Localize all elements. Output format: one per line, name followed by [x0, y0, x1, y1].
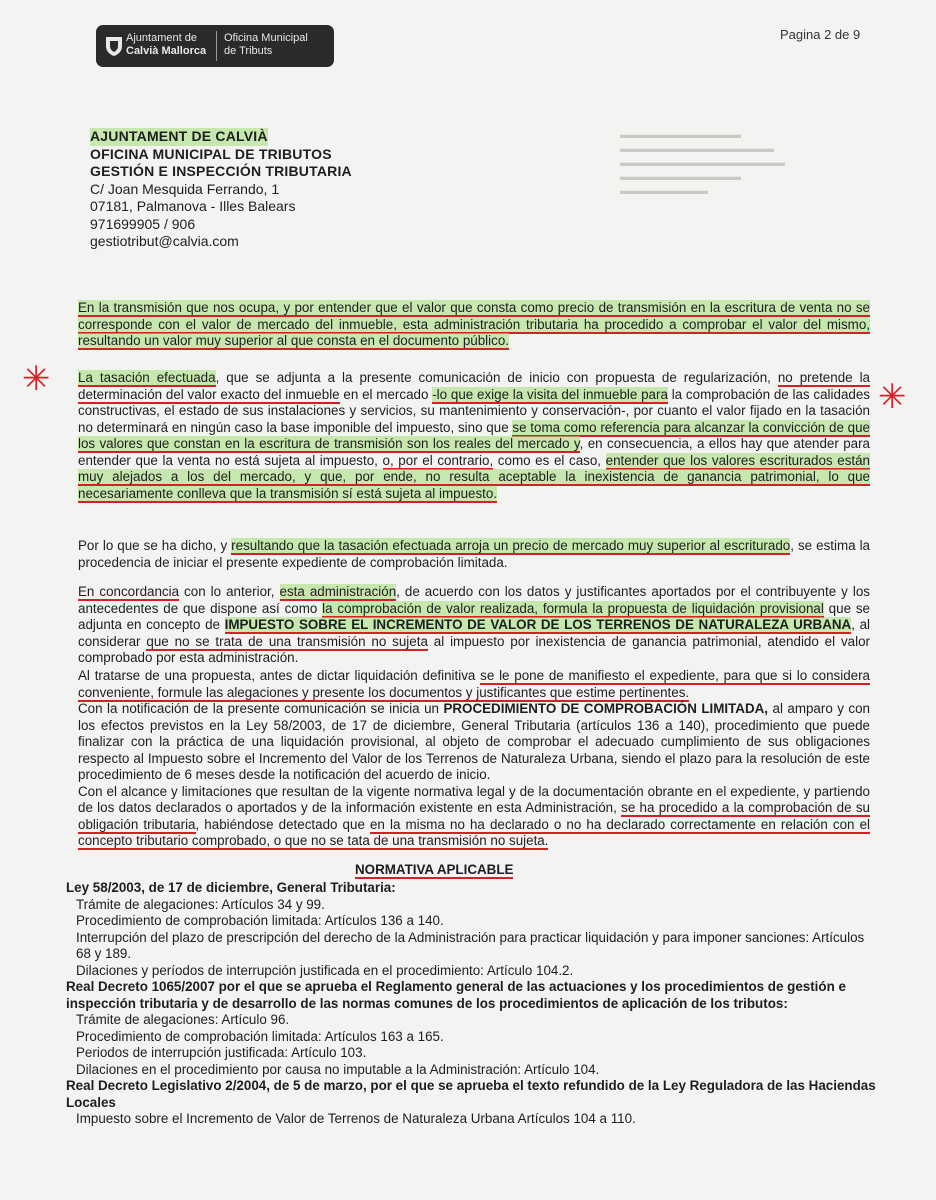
- p4-text-d: , de acuerdo con los datos y justificantes aportados por el contribuyente y los antecedentes de que dispone así como: [78, 584, 870, 616]
- p2-visita: -lo que exige la visita del inmueble para: [432, 386, 668, 402]
- law-item: Procedimiento de comprobación limitada: Artículos 163 a 165.: [76, 1028, 444, 1044]
- p4-administracion: esta administración: [279, 584, 397, 599]
- normativa-list: [66, 880, 876, 1128]
- sender-address: C/ Joan Mesquida Ferrando, 1: [90, 180, 280, 197]
- sender-phone: 971699905 / 906: [90, 215, 196, 232]
- sender-email: gestiotribut@calvia.com: [90, 233, 239, 249]
- p5-procedimiento: PROCEDIMIENTO DE COMPROBACIÓN LIMITADA,: [443, 701, 769, 716]
- p2-text-f: la comprobación de las calidades constructivas, el estado de sus instalaciones y servicios, su mantenimiento y conservación-, por cuanto el valor fijado en la tasación no determinará en ningún caso la base imponible del impuesto, sino que: [78, 386, 870, 435]
- law-item: Interrupción del plazo de prescripción del derecho de la Administración para practicar liquidación y para imponer sanciones: Artículos 68 y 189.: [76, 929, 865, 961]
- law-title: Real Decreto 1065/2007 por el que se aprueba el Reglamento general de las actuaciones y los procedimientos de gestión e inspección tributaria y de desarrollo de las normas comunes de los procedimientos de aplicación de los tributos:: [66, 979, 846, 1011]
- p2-referencia: se toma como referencia para alcanzar la convicción de que los valores que constan en la escritura de transmisión son los reales del mercado y: [78, 419, 870, 451]
- paragraph-1: [78, 300, 870, 350]
- law-item: Procedimiento de comprobación limitada: Artículos 136 a 140.: [76, 913, 444, 928]
- p2-por-el-contrario: o, por el contrario,: [382, 452, 494, 468]
- sender-line2: OFICINA MUNICIPAL DE TRIBUTOS: [90, 145, 332, 162]
- paragraph-5: [78, 668, 870, 850]
- law-item: Periodos de interrupción justificada: Artículo 103.: [76, 1045, 367, 1060]
- law-item: Trámite de alegaciones: Artículo 96.: [76, 1012, 290, 1027]
- p3-resultando: resultando que la tasación efectuada arroja un precio de mercado muy superior al escriturado: [231, 538, 791, 553]
- p5-text-h: , habiéndose detectado que: [195, 816, 370, 832]
- p1-text: En la transmisión que nos ocupa, y por entender que el valor que consta como precio de transmisión en la escritura de venta no se corresponde con el valor de mercado del inmueble, esta administración tributaria ha procedido a comprobar el valor del mismo, resultando un valor muy superior al que consta en el documento público.: [78, 300, 870, 348]
- p4-propuesta: la comprobación de valor realizada, formula la propuesta de liquidación provisional: [322, 600, 824, 616]
- sender-block: [90, 128, 352, 251]
- calvia-logo: [96, 25, 334, 67]
- p5-comprobacion: se ha procedido a la comprobación de su obligación tributaria: [78, 800, 870, 832]
- paragraph-4: [78, 584, 870, 667]
- p2-no-pretende: no pretende la determinación del valor exacto del inmueble: [78, 370, 871, 402]
- logo-divider: [216, 31, 217, 61]
- p4-text-h: , al considerar: [78, 617, 870, 649]
- law-title: Ley 58/2003, de 17 de diciembre, General Tributaria:: [66, 880, 396, 895]
- p5-text-e: al amparo y con los efectos previstos en la Ley 58/2003, de 17 de diciembre, General Tributaria (artículos 136 a 140), procedimiento que puede finalizar con la práctica de una liquidación provisional, al objeto de comprobar el adecuado cumplimiento de sus obligaciones respecto al Impuesto sobre el Incremento del Valor de los Terrenos de Naturaleza Urbana, siendo el plazo para la resolución de este procedimiento de 6 meses desde la notificación del acuerdo de inicio.: [78, 701, 870, 782]
- law-item: Impuesto sobre el Incremento de Valor de Terrenos de Naturaleza Urbana Artículos 104 a 110.: [76, 1111, 636, 1126]
- p4-no-sujeta: que no se trata de una transmisión no sujeta: [146, 633, 428, 649]
- p2-text-d: en el mercado: [339, 386, 433, 402]
- logo-org-name: Ajuntament de Calvià Mallorca: [126, 32, 207, 57]
- p2-text-j: como es el caso,: [493, 452, 606, 468]
- p2-conclusion: entender que los valores escriturados están muy alejados a los del mercado, y que, por ende, no resulta aceptable la inexistencia de ganancia patrimonial, lo que necesariamente conlleva que la transmisión sí está sujeta al impuesto.: [78, 452, 870, 501]
- p4-impuesto: IMPUESTO SOBRE EL INCREMENTO DE VALOR DE LOS TERRENOS DE NATURALEZA URBANA: [224, 617, 852, 632]
- paragraph-2: [78, 370, 870, 502]
- sender-city: 07181, Palmanova - Illes Balears: [90, 198, 296, 214]
- sender-line3: GESTIÓN E INSPECCIÓN TRIBUTARIA: [90, 163, 352, 179]
- p2-text-h: , en consecuencia, a ellos hay que atender para entender que la venta no está sujeta al impuesto,: [78, 436, 870, 468]
- law-title: Real Decreto Legislativo 2/2004, de 5 de marzo, por el que se aprueba el texto refundido de la Ley Reguladora de las Haciendas Locales: [66, 1078, 876, 1110]
- p4-concordancia: En concordancia: [78, 584, 180, 599]
- normativa-title: NORMATIVA APLICABLE: [355, 862, 514, 877]
- p2-text-b: , que se adjunta a la presente comunicación de inicio con propuesta de regularización,: [215, 370, 778, 385]
- page-number: Pagina 2 de 9: [780, 27, 861, 42]
- p5-no-declarado: en la misma no ha declarado o no ha declarado correctamente en relación con el concepto tributario comprobado, o que no se tata de una transmisión no sujeta.: [78, 816, 870, 848]
- p3-text-a: Por lo que se ha dicho, y: [78, 538, 232, 553]
- p5-manifiesto: se le pone de manifiesto el expediente, para que si lo considera conveniente, formule las alegaciones y presente los documentos y justificantes que estime pertinentes.: [78, 668, 870, 700]
- p5-text-a: Al tratarse de una propuesta, antes de dictar liquidación definitiva: [78, 668, 481, 683]
- law-item: Dilaciones y períodos de interrupción justificada en el procedimiento: Artículo 104.2.: [76, 962, 574, 978]
- p4-text-f: que se adjunta en concepto de: [78, 600, 870, 632]
- logo-dept-name: Oficina Municipal de Tributs: [224, 32, 308, 57]
- p5-text-f: Con el alcance y limitaciones que resultan de la vigente normativa legal y de la documentación obrante en el expediente, y partiendo de los datos declarados o aportados y de la información existente en esta Administración,: [78, 783, 870, 815]
- paragraph-3: [78, 538, 870, 571]
- p5-text-c: Con la notificación de la presente comunicación se inicia un: [78, 701, 444, 716]
- law-item: Trámite de alegaciones: Artículos 34 y 99.: [76, 896, 325, 912]
- left-star-annotation: ✳: [22, 360, 51, 398]
- bleed-through-text: ▬▬▬▬▬▬▬▬▬▬▬ ▬▬▬▬▬▬▬▬▬▬▬▬▬▬ ▬▬▬▬▬▬▬▬▬▬▬▬▬▬▬ ▬▬▬▬▬▬▬▬▬▬▬ ▬▬▬▬▬▬▬▬: [620, 129, 785, 197]
- right-star-annotation: ✳: [878, 378, 907, 416]
- shield-icon: [104, 35, 124, 57]
- p4-text-b: con lo anterior,: [179, 584, 280, 599]
- p4-text-j: al impuesto por inexistencia de ganancia patrimonial, atendido el valor comprobado por esta administración.: [78, 633, 871, 665]
- law-item: Dilaciones en el procedimiento por causa no imputable a la Administración: Artículo 104.: [76, 1061, 600, 1077]
- sender-line1: AJUNTAMENT DE CALVIÀ: [90, 128, 268, 144]
- p2-tasacion: La tasación efectuada: [78, 370, 216, 385]
- p3-text-c: , se estima la procedencia de iniciar el presente expediente de comprobación limitada.: [78, 538, 870, 570]
